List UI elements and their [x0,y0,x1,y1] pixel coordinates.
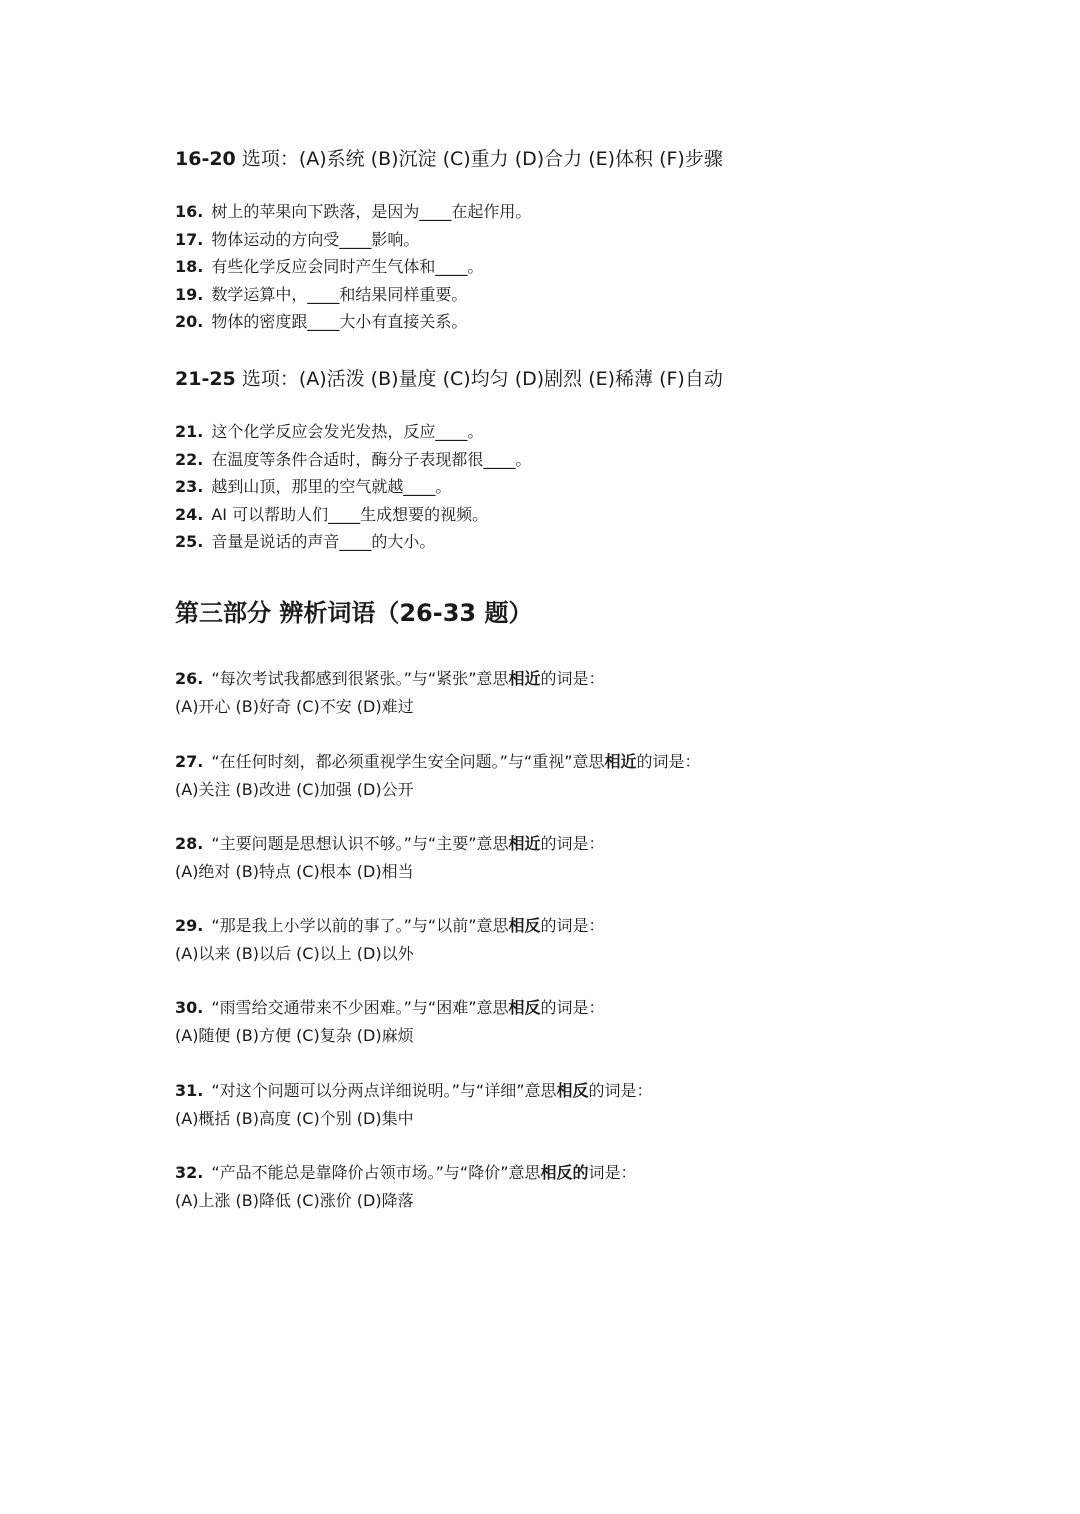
stem-after: 的词是： [540,669,605,688]
stem-before: “雨雪给交通带来不少困难。”与“困难”意思 [211,998,509,1017]
question-stem [175,665,605,693]
question-26 [175,665,605,721]
question-text: 这个化学反应会发光发热，反应____。 [211,422,484,441]
question-20 [175,308,531,336]
stem-after: 的词是： [540,834,605,853]
question-32 [175,1159,637,1215]
question-text: 音量是说话的声音____的大小。 [211,532,436,552]
question-text: 数学运算中，____和结果同样重要。 [211,284,468,304]
question-text: 物体运动的方向受____影响。 [211,229,420,249]
options-heading-21-25 [175,364,723,391]
question-text: 越到山顶，那里的空气就越____。 [211,477,452,497]
question-19 [175,281,531,309]
question-16 [175,198,531,226]
question-30 [175,994,605,1050]
stem-keyword: 相近 [508,669,541,688]
question-text: AI 可以帮助人们____生成想要的视频。 [211,504,489,524]
stem-before: “每次考试我都感到很紧张。”与“紧张”意思 [211,669,509,688]
question-stem [175,912,605,940]
question-31 [175,1077,653,1133]
question-18 [175,253,531,281]
question-stem [175,1159,637,1187]
question-number: 30. [175,998,204,1017]
question-text: 树上的苹果向下跌落，是因为____在起作用。 [211,202,532,221]
section-title-part3: 第三部分 辨析词语（26-33 题） [175,599,533,627]
question-number: 28. [175,834,204,853]
options-range: 16-20 [175,148,236,170]
question-21 [175,418,531,446]
question-number: 22. [175,449,204,469]
options-list: 选项：(A)活泼 (B)量度 (C)均匀 (D)剧烈 (E)稀薄 (F)自动 [235,368,723,390]
answer-choices: (A)以来 (B)以后 (C)以上 (D)以外 [175,944,414,963]
question-text: 物体的密度跟____大小有直接关系。 [211,312,468,332]
question-number: 32. [175,1163,204,1182]
question-list-21-25 [175,418,531,556]
question-28 [175,830,605,886]
answer-choices: (A)上涨 (B)降低 (C)涨价 (D)降落 [175,1191,414,1210]
stem-keyword: 相反 [556,1081,589,1100]
question-list-16-20 [175,198,531,336]
answer-choices: (A)关注 (B)改进 (C)加强 (D)公开 [175,780,414,799]
question-number: 24. [175,504,204,524]
stem-after: 的词是： [636,752,701,771]
question-number: 19. [175,284,204,304]
stem-keyword: 相反的 [540,1163,589,1182]
answer-choices: (A)开心 (B)好奇 (C)不安 (D)难过 [175,697,414,716]
options-range: 21-25 [175,368,236,390]
question-stem [175,1077,653,1105]
question-29 [175,912,605,968]
question-text: 有些化学反应会同时产生气体和____。 [211,257,484,277]
stem-before: “那是我上小学以前的事了。”与“以前”意思 [211,916,509,935]
stem-after: 的词是： [540,998,605,1017]
question-number: 21. [175,422,204,441]
question-23 [175,473,531,501]
question-stem [175,994,605,1022]
stem-keyword: 相近 [604,752,637,771]
question-number: 23. [175,477,204,497]
stem-after: 的词是： [540,916,605,935]
question-number: 27. [175,752,204,771]
question-number: 25. [175,532,204,552]
question-number: 31. [175,1081,204,1100]
stem-keyword: 相反 [508,916,541,935]
question-25 [175,528,531,556]
stem-before: “对这个问题可以分两点详细说明。”与“详细”意思 [211,1081,557,1100]
question-text: 在温度等条件合适时，酶分子表现都很____。 [211,449,532,469]
answer-choices: (A)概括 (B)高度 (C)个别 (D)集中 [175,1109,414,1128]
question-stem [175,748,701,776]
question-number: 29. [175,916,204,935]
options-list: 选项：(A)系统 (B)沉淀 (C)重力 (D)合力 (E)体积 (F)步骤 [235,148,723,170]
stem-after: 的词是： [588,1081,653,1100]
answer-choices: (A)绝对 (B)特点 (C)根本 (D)相当 [175,862,414,881]
question-27 [175,748,701,804]
question-17 [175,226,531,254]
question-stem [175,830,605,858]
question-number: 18. [175,257,204,277]
stem-after: 词是： [588,1163,637,1182]
options-heading-16-20 [175,144,723,171]
stem-keyword: 相反 [508,998,541,1017]
question-number: 16. [175,202,204,221]
question-number: 17. [175,229,204,249]
stem-before: “在任何时刻，都必须重视学生安全问题。”与“重视”意思 [211,752,605,771]
stem-before: “主要问题是思想认识不够。”与“主要”意思 [211,834,509,853]
question-number: 26. [175,669,204,688]
stem-keyword: 相近 [508,834,541,853]
question-22 [175,446,531,474]
answer-choices: (A)随便 (B)方便 (C)复杂 (D)麻烦 [175,1026,414,1045]
stem-before: “产品不能总是靠降价占领市场。”与“降价”意思 [211,1163,541,1182]
question-number: 20. [175,312,204,332]
question-24 [175,501,531,529]
